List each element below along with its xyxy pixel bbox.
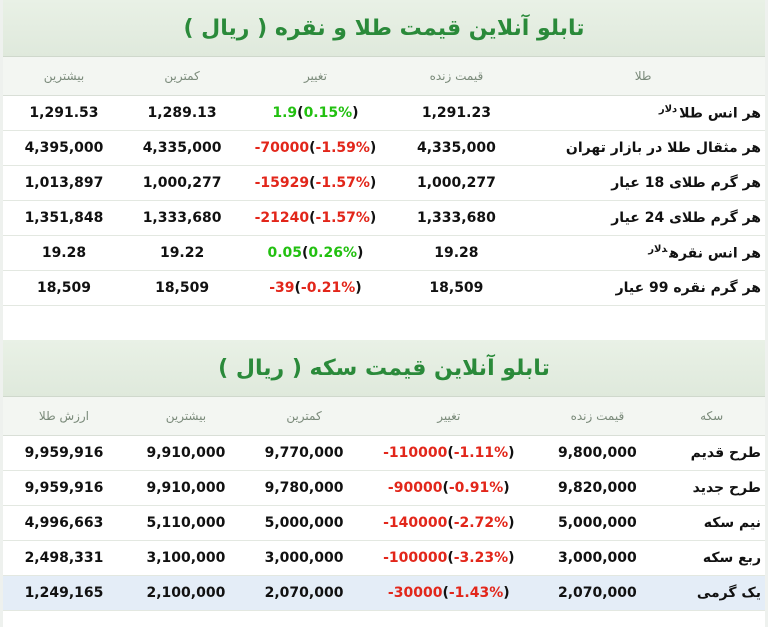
change-amount: -30000 xyxy=(387,585,443,601)
gold-name-cell xyxy=(521,96,765,131)
gold-value: 4,996,663 xyxy=(3,506,125,541)
change-cell xyxy=(239,201,391,236)
change-cell xyxy=(361,506,536,541)
gold-row xyxy=(3,96,765,131)
change-amount: -100000 xyxy=(383,550,448,566)
coin-col-name: سکه xyxy=(658,397,765,436)
max-price: 9,910,000 xyxy=(125,436,247,471)
change-value xyxy=(269,280,362,296)
change-value xyxy=(255,140,377,156)
live-price: 18,509 xyxy=(392,271,522,306)
gold-name-cell xyxy=(521,131,765,166)
gold-name: هر انس نقره xyxy=(669,245,761,262)
paren-close: ) xyxy=(508,550,515,566)
change-value xyxy=(383,550,514,566)
gold-value: 1,249,165 xyxy=(3,576,125,611)
paren-open: ( xyxy=(442,585,449,601)
paren-close: ) xyxy=(369,210,377,226)
gold-name: هر مثقال طلا در بازار تهران xyxy=(565,140,761,156)
change-percent: -1.11% xyxy=(453,445,509,461)
gold-row xyxy=(3,236,765,271)
unit-label: دلار xyxy=(648,244,668,256)
change-percent: -3.23% xyxy=(453,550,509,566)
change-percent: 0.15% xyxy=(303,105,353,121)
min-price: 9,770,000 xyxy=(247,436,361,471)
gold-value: 9,959,916 xyxy=(3,471,125,506)
max-price: 2,100,000 xyxy=(125,576,247,611)
min-price: 9,780,000 xyxy=(247,471,361,506)
change-value xyxy=(255,175,377,191)
change-cell xyxy=(361,576,536,611)
gold-panel-title: تابلو آنلاین قیمت طلا و نقره ( ریال ) xyxy=(3,0,765,57)
coin-col-live: قیمت زنده xyxy=(536,397,658,436)
max-price: 1,351,848 xyxy=(3,201,125,236)
coin-name: نیم سکه xyxy=(658,506,765,541)
change-percent: -0.21% xyxy=(300,280,356,296)
section-gap xyxy=(3,306,765,340)
live-price: 3,000,000 xyxy=(536,541,658,576)
coin-row xyxy=(3,576,765,611)
change-cell xyxy=(239,131,391,166)
paren-close: ) xyxy=(369,175,377,191)
coin-table xyxy=(3,397,765,611)
min-price: 1,000,277 xyxy=(125,166,239,201)
gold-name-cell xyxy=(521,201,765,236)
paren-close: ) xyxy=(357,245,364,261)
gold-header-row xyxy=(3,57,765,96)
change-percent: -1.57% xyxy=(315,175,370,191)
coin-row xyxy=(3,436,765,471)
gold-name-cell xyxy=(521,236,765,271)
gold-row xyxy=(3,201,765,236)
coin-row xyxy=(3,541,765,576)
min-price: 4,335,000 xyxy=(125,131,239,166)
gold-col-name: طلا xyxy=(521,57,765,96)
gold-row xyxy=(3,131,765,166)
change-value xyxy=(383,445,514,461)
change-cell xyxy=(361,541,536,576)
live-price: 4,335,000 xyxy=(392,131,522,166)
max-price: 5,110,000 xyxy=(125,506,247,541)
change-value xyxy=(272,105,358,121)
price-board xyxy=(3,0,765,627)
paren-close: ) xyxy=(508,515,515,531)
gold-row xyxy=(3,166,765,201)
coin-name: ربع سکه xyxy=(658,541,765,576)
live-price: 1,291.23 xyxy=(392,96,522,131)
change-amount: -39 xyxy=(269,280,295,296)
gold-table xyxy=(3,57,765,306)
gold-value: 2,498,331 xyxy=(3,541,125,576)
paren-open: ( xyxy=(309,210,316,226)
max-price: 18,509 xyxy=(3,271,125,306)
change-percent: 0.26% xyxy=(308,245,357,261)
change-value xyxy=(388,480,510,496)
paren-close: ) xyxy=(508,445,515,461)
live-price: 5,000,000 xyxy=(536,506,658,541)
change-percent: -1.43% xyxy=(448,585,504,601)
min-price: 1,289.13 xyxy=(125,96,239,131)
gold-name: هر انس طلا xyxy=(679,105,761,122)
paren-open: ( xyxy=(447,515,454,531)
unit-label: دلار xyxy=(658,104,678,116)
max-price: 1,013,897 xyxy=(3,166,125,201)
change-amount: 0.05 xyxy=(267,245,303,261)
change-value xyxy=(383,515,514,531)
change-amount: 1.9 xyxy=(272,105,298,121)
change-cell xyxy=(239,236,391,271)
live-price: 1,333,680 xyxy=(392,201,522,236)
coin-col-min: کمترین xyxy=(247,397,361,436)
paren-open: ( xyxy=(302,245,309,261)
paren-close: ) xyxy=(369,140,377,156)
max-price: 1,291.53 xyxy=(3,96,125,131)
coin-col-change: تغییر xyxy=(361,397,536,436)
gold-name-cell xyxy=(521,271,765,306)
gold-col-max: بیشترین xyxy=(3,57,125,96)
coin-col-gold-value: ارزش طلا xyxy=(3,397,125,436)
min-price: 2,070,000 xyxy=(247,576,361,611)
paren-close: ) xyxy=(352,105,359,121)
paren-open: ( xyxy=(447,445,454,461)
coin-col-max: بیشترین xyxy=(125,397,247,436)
live-price: 19.28 xyxy=(392,236,522,271)
gold-name-cell xyxy=(521,166,765,201)
paren-open: ( xyxy=(309,175,316,191)
coin-name: طرح قدیم xyxy=(658,436,765,471)
paren-open: ( xyxy=(447,550,454,566)
change-value xyxy=(255,210,377,226)
max-price: 19.28 xyxy=(3,236,125,271)
change-value xyxy=(267,245,363,261)
gold-col-change: تغییر xyxy=(239,57,391,96)
paren-close: ) xyxy=(355,280,362,296)
coin-row xyxy=(3,471,765,506)
coin-name: یک گرمی xyxy=(658,576,765,611)
paren-open: ( xyxy=(442,480,449,496)
gold-col-live: قیمت زنده xyxy=(392,57,522,96)
change-cell xyxy=(361,436,536,471)
change-cell xyxy=(239,166,391,201)
gold-col-min: کمترین xyxy=(125,57,239,96)
coin-panel-title: تابلو آنلاین قیمت سکه ( ریال ) xyxy=(3,340,765,397)
change-percent: -2.72% xyxy=(453,515,509,531)
change-percent: -1.59% xyxy=(315,140,370,156)
change-percent: -1.57% xyxy=(315,210,370,226)
live-price: 1,000,277 xyxy=(392,166,522,201)
min-price: 3,000,000 xyxy=(247,541,361,576)
coin-header-row xyxy=(3,397,765,436)
max-price: 4,395,000 xyxy=(3,131,125,166)
change-cell xyxy=(361,471,536,506)
paren-close: ) xyxy=(503,585,510,601)
paren-open: ( xyxy=(309,140,316,156)
gold-row xyxy=(3,271,765,306)
max-price: 3,100,000 xyxy=(125,541,247,576)
change-amount: -21240 xyxy=(254,210,310,226)
change-amount: -15929 xyxy=(254,175,310,191)
change-cell xyxy=(239,96,391,131)
change-amount: -140000 xyxy=(383,515,448,531)
gold-value: 9,959,916 xyxy=(3,436,125,471)
change-amount: -70000 xyxy=(254,140,310,156)
live-price: 2,070,000 xyxy=(536,576,658,611)
coin-name: طرح جدید xyxy=(658,471,765,506)
gold-name: هر گرم طلای 18 عیار xyxy=(611,175,761,191)
change-cell xyxy=(239,271,391,306)
change-percent: -0.91% xyxy=(448,480,504,496)
paren-close: ) xyxy=(503,480,510,496)
max-price: 9,910,000 xyxy=(125,471,247,506)
paren-open: ( xyxy=(294,280,301,296)
gold-name: هر گرم طلای 24 عیار xyxy=(611,210,761,226)
change-amount: -90000 xyxy=(387,480,443,496)
min-price: 1,333,680 xyxy=(125,201,239,236)
min-price: 5,000,000 xyxy=(247,506,361,541)
coin-row xyxy=(3,506,765,541)
live-price: 9,800,000 xyxy=(536,436,658,471)
min-price: 19.22 xyxy=(125,236,239,271)
gold-name: هر گرم نقره 99 عیار xyxy=(615,280,761,296)
change-amount: -110000 xyxy=(383,445,448,461)
change-value xyxy=(388,585,510,601)
min-price: 18,509 xyxy=(125,271,239,306)
live-price: 9,820,000 xyxy=(536,471,658,506)
paren-open: ( xyxy=(297,105,304,121)
